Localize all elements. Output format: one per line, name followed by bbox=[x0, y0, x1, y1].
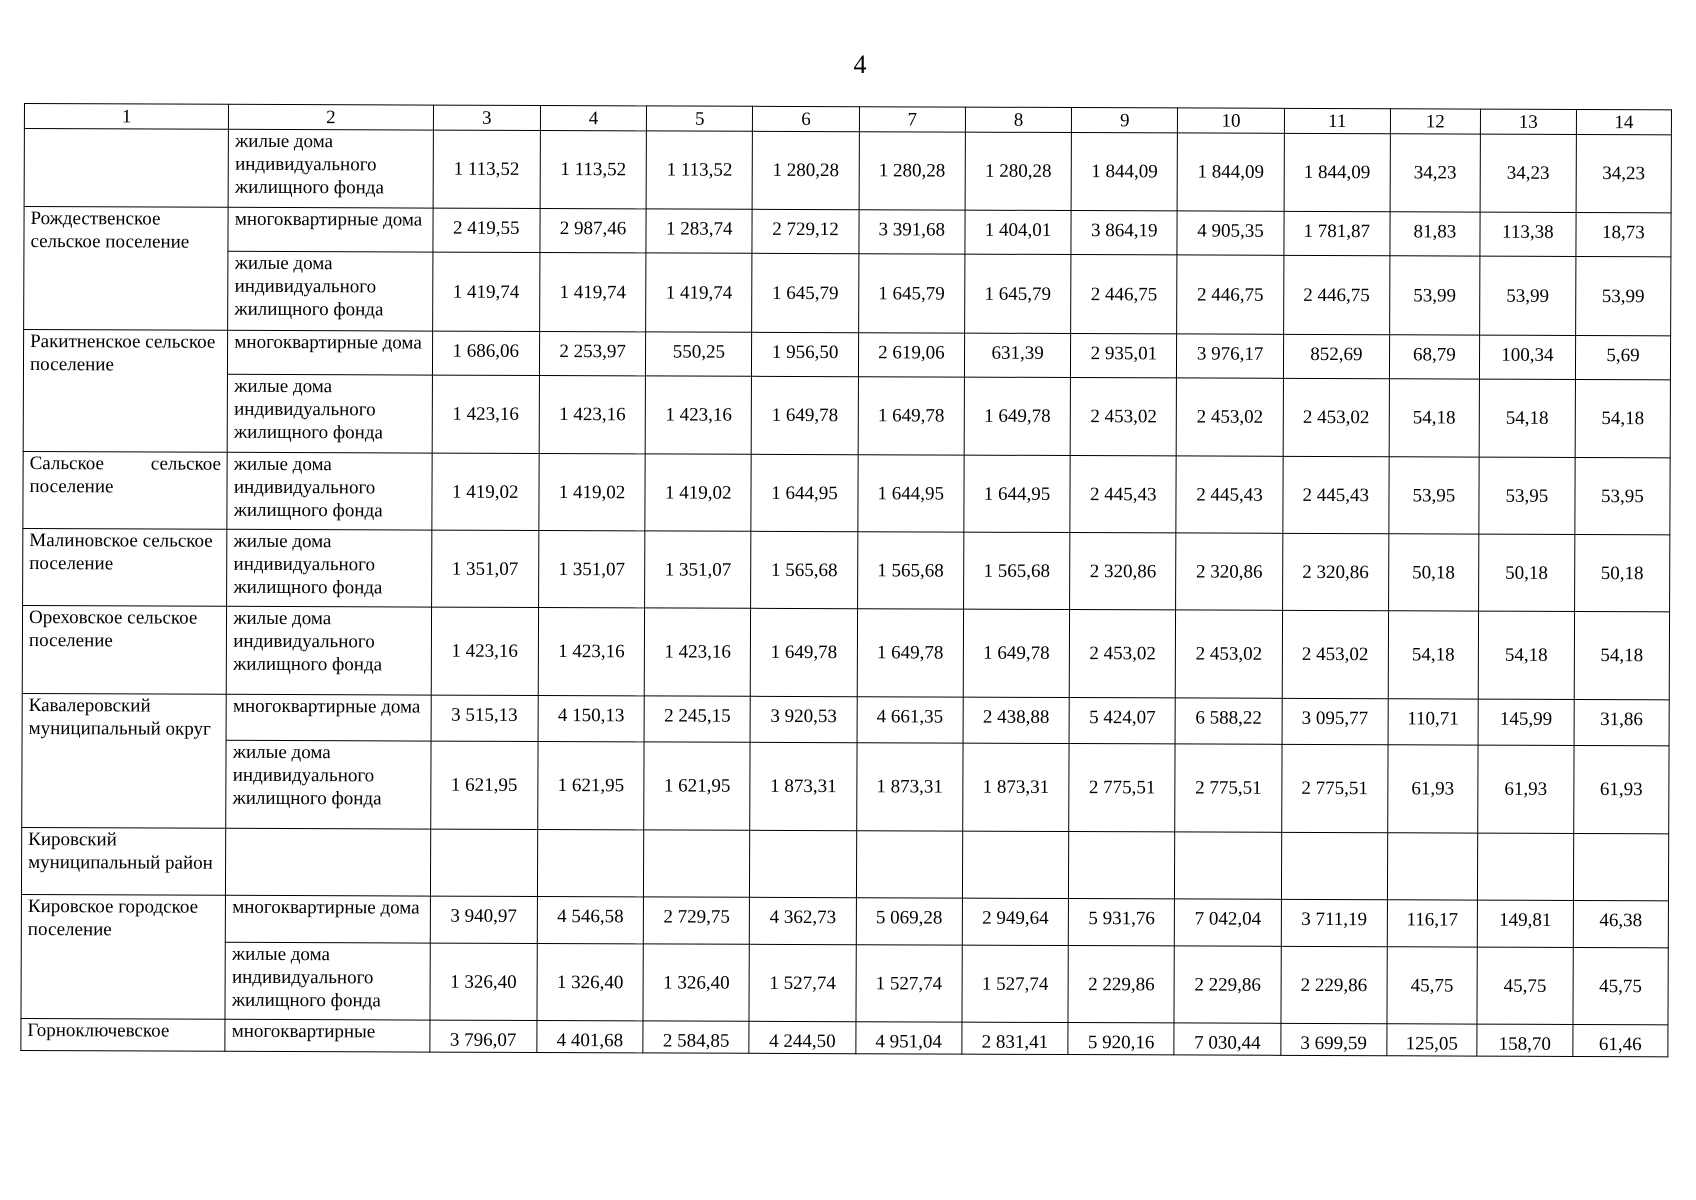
header-cell-9: 9 bbox=[1072, 108, 1178, 133]
value-cell-col-4: 1 423,16 bbox=[539, 375, 646, 453]
value-cell-col-9: 5 920,16 bbox=[1068, 1023, 1174, 1055]
value-cell-col-7 bbox=[856, 831, 963, 898]
value-cell-col-5: 1 283,74 bbox=[646, 209, 752, 253]
value-cell-col-13: 158,70 bbox=[1477, 1024, 1573, 1056]
value-cell-col-8: 631,39 bbox=[964, 333, 1070, 377]
value-cell-col-10: 3 976,17 bbox=[1177, 334, 1283, 378]
value-cell-col-5: 550,25 bbox=[646, 332, 752, 376]
value-cell-col-10: 2 229,86 bbox=[1174, 946, 1281, 1023]
value-cell-col-12: 110,71 bbox=[1388, 699, 1478, 745]
value-cell-col-4: 1 326,40 bbox=[537, 943, 644, 1020]
header-cell-7: 7 bbox=[859, 107, 965, 132]
municipality-name: Ореховское сельское поселение bbox=[22, 605, 227, 694]
value-cell-col-13: 45,75 bbox=[1477, 947, 1573, 1024]
value-cell-col-5 bbox=[644, 830, 751, 897]
page-number: 4 bbox=[853, 50, 867, 79]
table-row bbox=[24, 251, 1671, 336]
value-cell-col-11 bbox=[1281, 832, 1388, 899]
table-body bbox=[21, 104, 1672, 1057]
header-cell-1: 1 bbox=[24, 104, 228, 130]
value-cell-col-7: 1 645,79 bbox=[858, 254, 965, 333]
value-cell-col-8: 1 280,28 bbox=[965, 132, 1072, 210]
value-cell-col-11: 2 446,75 bbox=[1283, 255, 1390, 334]
table-row bbox=[24, 207, 1671, 257]
value-cell-col-3: 1 326,40 bbox=[430, 943, 538, 1020]
value-cell-col-5: 2 729,75 bbox=[643, 897, 749, 944]
value-cell-col-3: 1 419,02 bbox=[432, 453, 540, 530]
value-cell-col-14: 31,86 bbox=[1574, 699, 1669, 745]
value-cell-col-6: 1 649,78 bbox=[752, 376, 859, 454]
header-cell-11: 11 bbox=[1284, 108, 1390, 133]
value-cell-col-4: 4 546,58 bbox=[537, 896, 643, 943]
value-cell-col-14: 54,18 bbox=[1575, 379, 1670, 457]
value-cell-col-10: 2 446,75 bbox=[1177, 255, 1284, 334]
housing-type: жилые дома индивидуального жилищного фонда bbox=[226, 740, 431, 829]
value-cell-col-10: 4 905,35 bbox=[1177, 211, 1283, 255]
housing-type: жилые дома индивидуального жилищного фонда bbox=[227, 606, 432, 695]
value-cell-col-5: 1 621,95 bbox=[644, 742, 751, 830]
value-cell-col-6: 4 244,50 bbox=[749, 1021, 855, 1053]
value-cell-col-4: 2 987,46 bbox=[540, 208, 646, 252]
value-cell-col-9: 2 935,01 bbox=[1071, 334, 1177, 378]
table-row bbox=[23, 528, 1670, 611]
value-cell-col-10: 2 453,02 bbox=[1177, 378, 1284, 456]
value-cell-col-5: 1 419,74 bbox=[646, 253, 753, 332]
housing-type: жилые дома индивидуального жилищного фонда bbox=[225, 942, 430, 1020]
value-cell-col-3: 3 796,07 bbox=[430, 1020, 537, 1052]
value-cell-col-13: 61,93 bbox=[1478, 745, 1574, 833]
header-cell-4: 4 bbox=[540, 105, 646, 130]
value-cell-col-8: 1 644,95 bbox=[964, 455, 1071, 532]
value-cell-col-5: 2 245,15 bbox=[644, 696, 750, 742]
value-cell-col-3: 1 423,16 bbox=[432, 375, 540, 453]
value-cell-col-9: 2 320,86 bbox=[1070, 533, 1177, 610]
table-row bbox=[23, 330, 1670, 380]
value-cell-col-14: 53,99 bbox=[1575, 256, 1670, 335]
value-cell-col-4: 1 419,02 bbox=[539, 453, 646, 530]
value-cell-col-13: 113,38 bbox=[1480, 212, 1576, 256]
value-cell-col-4: 4 150,13 bbox=[538, 695, 644, 741]
value-cell-col-12: 50,18 bbox=[1388, 534, 1478, 611]
value-cell-col-6: 2 729,12 bbox=[752, 209, 858, 253]
value-cell-col-5: 1 351,07 bbox=[645, 531, 752, 608]
value-cell-col-13: 50,18 bbox=[1478, 534, 1574, 611]
value-cell-col-14: 46,38 bbox=[1573, 900, 1668, 947]
table-row bbox=[23, 451, 1670, 534]
housing-type: многоквартирные дома bbox=[228, 207, 432, 252]
value-cell-col-5: 1 419,02 bbox=[645, 454, 752, 531]
header-cell-6: 6 bbox=[753, 106, 859, 131]
value-cell-col-11: 2 445,43 bbox=[1283, 456, 1390, 533]
value-cell-col-6: 1 280,28 bbox=[753, 131, 860, 209]
table-row bbox=[22, 693, 1669, 745]
table-row bbox=[22, 605, 1669, 699]
value-cell-col-7: 5 069,28 bbox=[856, 898, 962, 945]
value-cell-col-3 bbox=[430, 829, 538, 896]
value-cell-col-13: 145,99 bbox=[1478, 699, 1574, 745]
housing-type: жилые дома индивидуального жилищного фонда bbox=[228, 129, 433, 208]
value-cell-col-8: 1 873,31 bbox=[963, 743, 1070, 831]
value-cell-col-10: 2 320,86 bbox=[1176, 533, 1283, 610]
housing-type: многоквартирные дома bbox=[228, 330, 432, 375]
value-cell-col-3: 3 515,13 bbox=[431, 695, 538, 741]
value-cell-col-14: 50,18 bbox=[1574, 534, 1669, 611]
value-cell-col-12 bbox=[1387, 833, 1477, 900]
value-cell-col-4: 1 423,16 bbox=[538, 607, 645, 695]
value-cell-col-3: 1 621,95 bbox=[430, 741, 538, 829]
value-cell-col-7: 1 644,95 bbox=[858, 455, 965, 532]
value-cell-col-3: 1 113,52 bbox=[433, 130, 541, 208]
value-cell-col-9: 2 229,86 bbox=[1068, 946, 1175, 1023]
value-cell-col-12: 81,83 bbox=[1390, 212, 1480, 256]
value-cell-col-4: 1 419,74 bbox=[540, 252, 647, 331]
value-cell-col-5: 1 113,52 bbox=[646, 131, 753, 209]
value-cell-col-7: 1 649,78 bbox=[857, 609, 964, 697]
value-cell-col-6: 1 873,31 bbox=[750, 742, 857, 830]
value-cell-col-12: 54,18 bbox=[1389, 379, 1479, 457]
value-cell-col-4: 1 113,52 bbox=[540, 130, 647, 208]
value-cell-col-7: 4 661,35 bbox=[857, 697, 963, 743]
municipality-name: Кавалеровский муниципальный округ bbox=[22, 693, 227, 828]
value-cell-col-11: 3 699,59 bbox=[1281, 1023, 1387, 1055]
value-cell-col-11: 2 775,51 bbox=[1281, 744, 1388, 832]
value-cell-col-9: 2 446,75 bbox=[1071, 255, 1178, 334]
value-cell-col-12: 116,17 bbox=[1387, 900, 1477, 947]
value-cell-col-9: 3 864,19 bbox=[1071, 211, 1177, 255]
value-cell-col-11: 852,69 bbox=[1283, 334, 1389, 378]
value-cell-col-8 bbox=[962, 831, 1069, 898]
value-cell-col-12: 53,99 bbox=[1390, 256, 1480, 335]
value-cell-col-12: 61,93 bbox=[1388, 745, 1478, 833]
housing-type: многоквартирные bbox=[225, 1019, 429, 1052]
value-cell-col-14: 61,46 bbox=[1573, 1024, 1668, 1056]
value-cell-col-10: 2 453,02 bbox=[1176, 610, 1283, 698]
value-cell-col-8: 1 527,74 bbox=[962, 945, 1069, 1022]
value-cell-col-11: 2 453,02 bbox=[1283, 378, 1390, 456]
value-cell-col-12: 125,05 bbox=[1387, 1024, 1477, 1056]
value-cell-col-7: 2 619,06 bbox=[858, 333, 964, 377]
housing-type: жилые дома индивидуального жилищного фонда bbox=[227, 529, 432, 607]
value-cell-col-9: 1 844,09 bbox=[1071, 133, 1178, 211]
value-cell-col-8: 2 438,88 bbox=[963, 697, 1069, 743]
value-cell-col-9: 5 931,76 bbox=[1068, 899, 1174, 946]
housing-type: жилые дома индивидуального жилищного фонда bbox=[228, 251, 433, 331]
value-cell-col-14: 54,18 bbox=[1574, 611, 1669, 699]
value-cell-col-13: 149,81 bbox=[1477, 900, 1573, 947]
value-cell-col-10 bbox=[1175, 832, 1282, 899]
value-cell-col-4 bbox=[537, 829, 644, 896]
value-cell-col-11: 1 781,87 bbox=[1284, 211, 1390, 255]
value-cell-col-6 bbox=[750, 830, 857, 897]
value-cell-col-4: 1 621,95 bbox=[538, 741, 645, 829]
value-cell-col-14 bbox=[1573, 833, 1668, 900]
value-cell-col-6: 3 920,53 bbox=[750, 696, 856, 742]
value-cell-col-14: 45,75 bbox=[1573, 947, 1668, 1024]
value-cell-col-6: 1 565,68 bbox=[751, 531, 858, 608]
value-cell-col-8: 2 831,41 bbox=[962, 1022, 1068, 1054]
value-cell-col-7: 1 527,74 bbox=[856, 945, 963, 1022]
value-cell-col-10: 1 844,09 bbox=[1178, 133, 1285, 211]
value-cell-col-8: 1 565,68 bbox=[963, 532, 1070, 609]
municipality-name: Кировское городское поселение bbox=[21, 894, 226, 1019]
value-cell-col-12: 68,79 bbox=[1389, 335, 1479, 379]
table-row bbox=[21, 941, 1668, 1024]
value-cell-col-5: 1 423,16 bbox=[645, 376, 752, 454]
municipality-name: Рождественское сельское поселение bbox=[24, 207, 229, 331]
value-cell-col-13: 53,95 bbox=[1479, 457, 1575, 534]
housing-type: многоквартирные дома bbox=[226, 694, 431, 741]
municipality-name: Ракитненское сельское поселение bbox=[23, 330, 228, 453]
value-cell-col-8: 1 649,78 bbox=[964, 377, 1071, 455]
value-cell-col-13 bbox=[1477, 833, 1573, 900]
municipality-name: Сальское сельское поселение bbox=[23, 451, 228, 529]
value-cell-col-8: 1 649,78 bbox=[963, 609, 1070, 697]
table-row bbox=[21, 894, 1668, 947]
header-cell-12: 12 bbox=[1390, 109, 1480, 134]
header-cell-10: 10 bbox=[1178, 108, 1284, 133]
value-cell-col-3: 1 423,16 bbox=[431, 607, 539, 695]
municipality-name: Кировский муниципальный район bbox=[21, 827, 226, 895]
value-cell-col-5: 1 423,16 bbox=[644, 608, 751, 696]
value-cell-col-6: 1 527,74 bbox=[749, 944, 856, 1021]
value-cell-col-9 bbox=[1069, 832, 1176, 899]
value-cell-col-12: 45,75 bbox=[1387, 947, 1477, 1024]
value-cell-col-6: 1 649,78 bbox=[751, 608, 858, 696]
value-cell-col-9: 2 453,02 bbox=[1070, 378, 1177, 456]
value-cell-col-12: 54,18 bbox=[1388, 611, 1478, 699]
value-cell-col-13: 100,34 bbox=[1479, 335, 1575, 379]
header-cell-3: 3 bbox=[433, 105, 540, 130]
value-cell-col-3: 3 940,97 bbox=[430, 896, 537, 943]
value-cell-col-13: 54,18 bbox=[1479, 379, 1575, 457]
value-cell-col-4: 1 351,07 bbox=[538, 530, 645, 607]
value-cell-col-5: 2 584,85 bbox=[643, 1021, 749, 1053]
value-cell-col-11: 2 229,86 bbox=[1281, 946, 1388, 1023]
municipality-name bbox=[24, 129, 229, 208]
municipality-name: Горноключевское bbox=[21, 1018, 225, 1051]
value-cell-col-14: 34,23 bbox=[1576, 134, 1671, 212]
table-row bbox=[21, 827, 1668, 900]
value-cell-col-9: 5 424,07 bbox=[1069, 698, 1175, 744]
value-cell-col-10: 7 030,44 bbox=[1174, 1023, 1280, 1055]
value-cell-col-6: 1 645,79 bbox=[752, 253, 859, 332]
value-cell-col-7: 4 951,04 bbox=[856, 1022, 962, 1054]
housing-type: многоквартирные дома bbox=[226, 895, 431, 943]
table-row bbox=[22, 739, 1669, 833]
value-cell-col-11: 2 453,02 bbox=[1282, 610, 1389, 698]
value-cell-col-14: 5,69 bbox=[1575, 335, 1670, 379]
housing-type bbox=[226, 828, 431, 896]
value-cell-col-11: 3 095,77 bbox=[1282, 698, 1388, 744]
table-row bbox=[21, 1018, 1668, 1056]
value-cell-col-4: 4 401,68 bbox=[537, 1020, 643, 1052]
value-cell-col-8: 1 404,01 bbox=[965, 210, 1071, 254]
tariff-table bbox=[20, 103, 1672, 1057]
value-cell-col-4: 2 253,97 bbox=[539, 331, 645, 375]
value-cell-col-8: 2 949,64 bbox=[962, 898, 1068, 945]
value-cell-col-11: 1 844,09 bbox=[1284, 133, 1391, 211]
value-cell-col-3: 2 419,55 bbox=[433, 208, 540, 252]
value-cell-col-7: 1 649,78 bbox=[858, 377, 965, 455]
header-cell-13: 13 bbox=[1480, 109, 1576, 134]
value-cell-col-14: 53,95 bbox=[1575, 457, 1670, 534]
value-cell-col-12: 34,23 bbox=[1390, 134, 1480, 212]
value-cell-col-11: 2 320,86 bbox=[1282, 533, 1389, 610]
municipality-name: Малиновское сельское поселение bbox=[23, 528, 228, 606]
housing-type: жилые дома индивидуального жилищного фонда bbox=[227, 452, 432, 530]
value-cell-col-5: 1 326,40 bbox=[643, 944, 750, 1021]
value-cell-col-7: 1 565,68 bbox=[857, 532, 964, 609]
value-cell-col-13: 34,23 bbox=[1480, 134, 1576, 212]
value-cell-col-9: 2 445,43 bbox=[1070, 456, 1177, 533]
value-cell-col-3: 1 351,07 bbox=[431, 530, 539, 607]
value-cell-col-12: 53,95 bbox=[1389, 457, 1479, 534]
value-cell-col-3: 1 686,06 bbox=[432, 331, 539, 375]
header-cell-14: 14 bbox=[1576, 109, 1671, 134]
header-cell-8: 8 bbox=[965, 107, 1071, 132]
value-cell-col-10: 6 588,22 bbox=[1175, 698, 1281, 744]
table-row bbox=[24, 129, 1671, 213]
value-cell-col-13: 54,18 bbox=[1478, 611, 1574, 699]
header-cell-2: 2 bbox=[229, 104, 433, 130]
value-cell-col-14: 18,73 bbox=[1576, 212, 1671, 256]
value-cell-col-9: 2 453,02 bbox=[1069, 610, 1176, 698]
value-cell-col-9: 2 775,51 bbox=[1069, 744, 1176, 832]
table-row bbox=[23, 373, 1670, 457]
value-cell-col-14: 61,93 bbox=[1574, 745, 1669, 833]
value-cell-col-7: 1 280,28 bbox=[859, 132, 966, 210]
value-cell-col-8: 1 645,79 bbox=[965, 254, 1072, 333]
value-cell-col-11: 3 711,19 bbox=[1281, 899, 1387, 946]
value-cell-col-6: 4 362,73 bbox=[750, 897, 856, 944]
value-cell-col-10: 7 042,04 bbox=[1175, 899, 1281, 946]
value-cell-col-7: 3 391,68 bbox=[859, 210, 965, 254]
header-cell-5: 5 bbox=[647, 106, 753, 131]
value-cell-col-3: 1 419,74 bbox=[432, 252, 540, 331]
value-cell-col-10: 2 775,51 bbox=[1175, 744, 1282, 832]
value-cell-col-10: 2 445,43 bbox=[1176, 456, 1283, 533]
value-cell-col-7: 1 873,31 bbox=[856, 743, 963, 831]
value-cell-col-6: 1 956,50 bbox=[752, 332, 858, 376]
housing-type: жилые дома индивидуального жилищного фонда bbox=[227, 374, 432, 453]
value-cell-col-13: 53,99 bbox=[1479, 256, 1575, 335]
value-cell-col-6: 1 644,95 bbox=[751, 454, 858, 531]
